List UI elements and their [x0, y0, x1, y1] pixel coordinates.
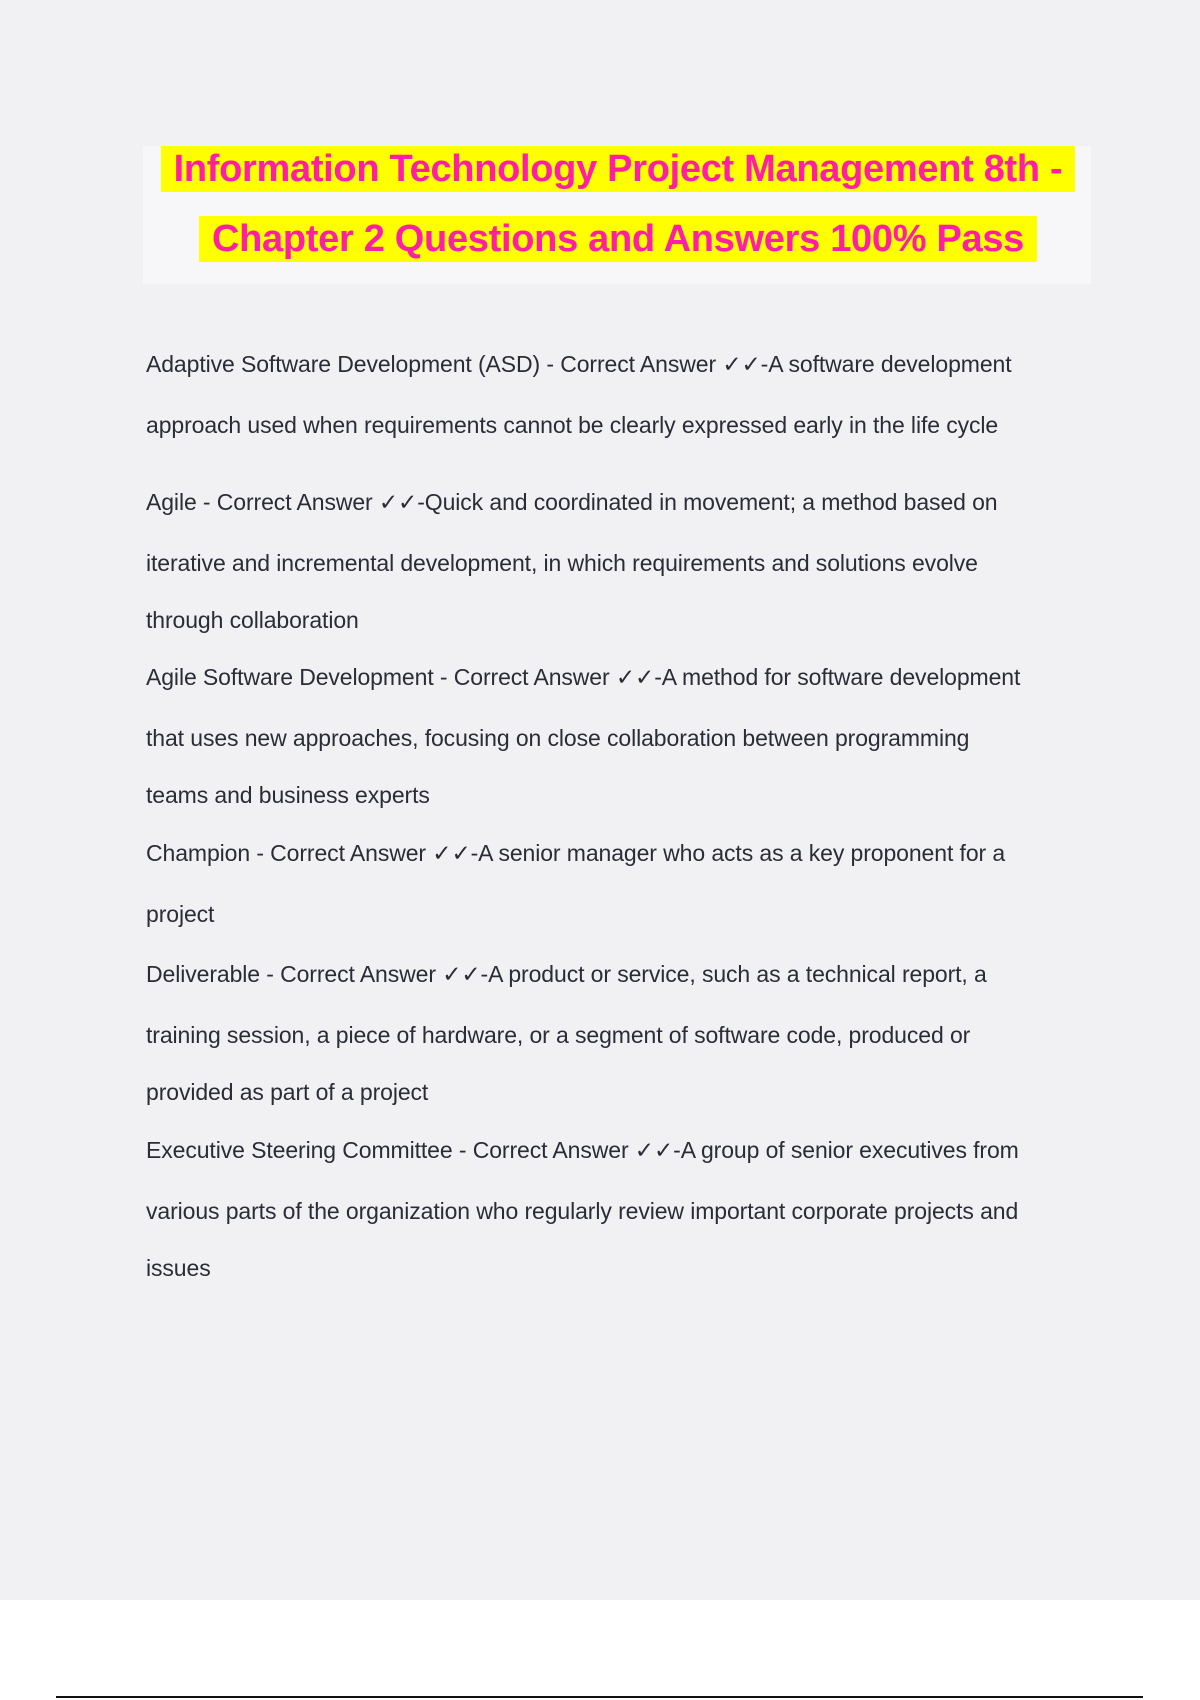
document-title [143, 146, 1091, 284]
glossary-entry-deliverable [146, 962, 1086, 1104]
footer-divider [56, 1696, 1143, 1698]
entry-line: various parts of the organization who regularly review important corporate projects and [146, 1198, 1019, 1224]
entry-line: provided as part of a project [146, 1079, 429, 1105]
entry-line: that uses new approaches, focusing on close collaboration between programming [146, 725, 970, 751]
entry-line: Executive Steering Committee - Correct Answer ✓✓-A group of senior executives from [146, 1137, 1019, 1163]
glossary-entry-executive-steering-committee [146, 1138, 1086, 1280]
glossary-entry-agile-software-development [146, 665, 1086, 807]
entry-line: teams and business experts [146, 782, 430, 808]
entry-line: Champion - Correct Answer ✓✓-A senior manager who acts as a key proponent for a [146, 840, 1006, 866]
title-line-1: Information Technology Project Management 8th - [161, 146, 1075, 192]
glossary-entry-asd [146, 352, 1086, 437]
entry-line: training session, a piece of hardware, or a segment of software code, produced or [146, 1022, 971, 1048]
title-line-2: Chapter 2 Questions and Answers 100% Pass [199, 216, 1037, 262]
entry-line: project [146, 901, 215, 927]
entry-line: approach used when requirements cannot be clearly expressed early in the life cycle [146, 412, 999, 438]
glossary-entry-agile [146, 490, 1086, 632]
entry-line: iterative and incremental development, in which requirements and solutions evolve [146, 550, 978, 576]
entry-line: Adaptive Software Development (ASD) - Correct Answer ✓✓-A software development [146, 351, 1012, 377]
entry-line: Deliverable - Correct Answer ✓✓-A product or service, such as a technical report, a [146, 961, 987, 987]
entry-line: issues [146, 1255, 211, 1281]
glossary-entry-champion [146, 841, 1086, 926]
entry-line: Agile - Correct Answer ✓✓-Quick and coordinated in movement; a method based on [146, 489, 998, 515]
entry-line: through collaboration [146, 607, 359, 633]
entry-line: Agile Software Development - Correct Answer ✓✓-A method for software development [146, 664, 1021, 690]
